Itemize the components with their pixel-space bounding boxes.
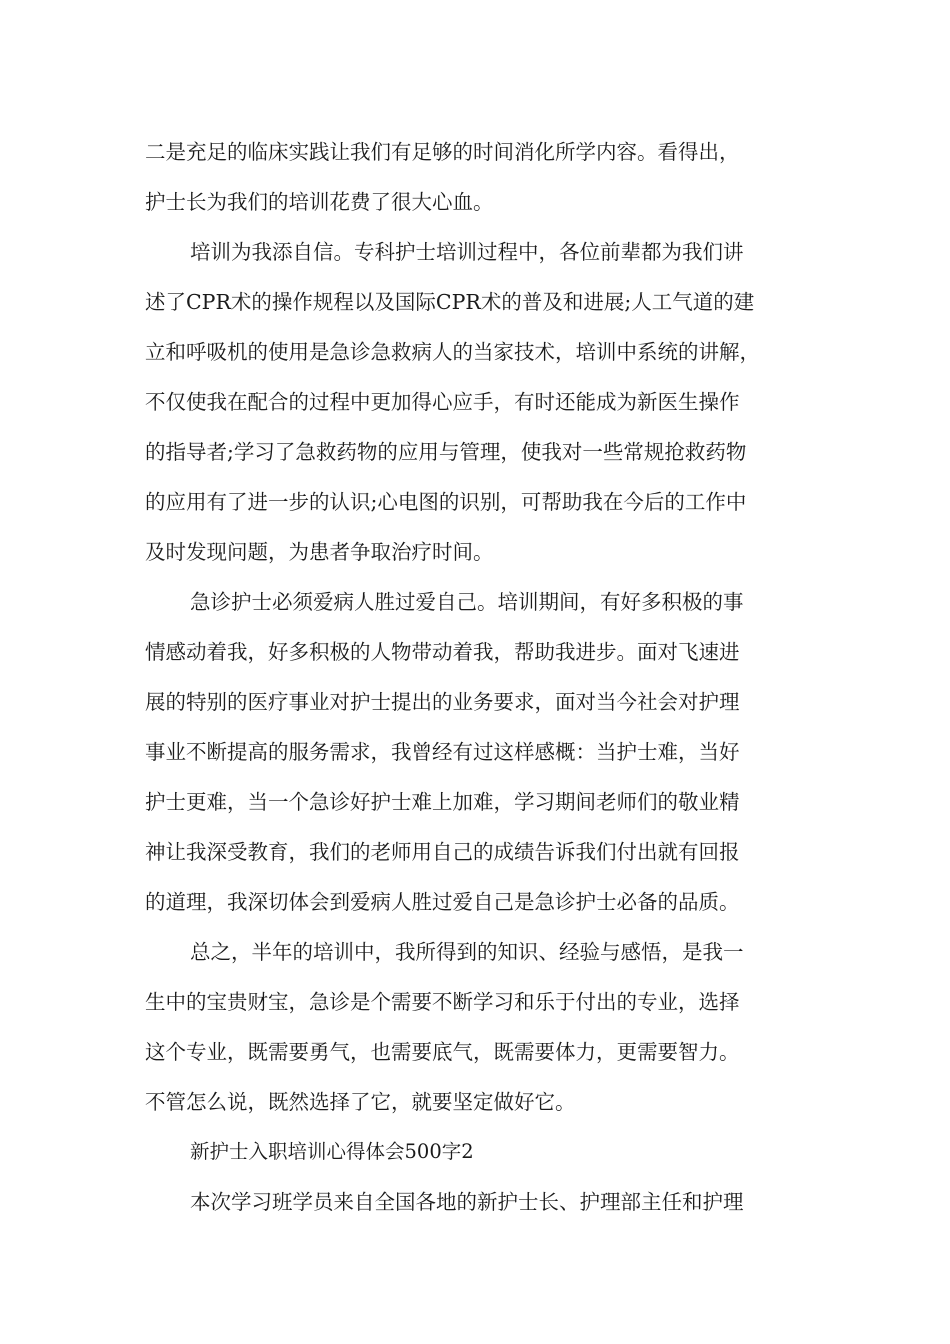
text-line: 的应用有了进一步的认识;心电图的识别，可帮助我在今后的工作中: [145, 490, 747, 514]
text-line: 护士长为我们的培训花费了很大心血。: [145, 190, 494, 214]
paragraph-start-line: 培训为我添自信。专科护士培训过程中，各位前辈都为我们讲: [190, 240, 744, 264]
text-line: 神让我深受教育，我们的老师用自己的成绩告诉我们付出就有回报: [145, 840, 740, 864]
text-line: 述了CPR术的操作规程以及国际CPR术的普及和进展;人工气道的建: [145, 290, 755, 314]
text-line: 的指导者;学习了急救药物的应用与管理，使我对一些常规抢救药物: [145, 440, 747, 464]
text-line: 不管怎么说，既然选择了它，就要坚定做好它。: [145, 1090, 576, 1114]
text-line: 这个专业，既需要勇气，也需要底气，既需要体力，更需要智力。: [145, 1040, 740, 1064]
paragraph-start-line: 本次学习班学员来自全国各地的新护士长、护理部主任和护理: [190, 1190, 744, 1214]
paragraph-start-line: 总之，半年的培训中，我所得到的知识、经验与感悟，是我一: [190, 940, 744, 964]
text-line: 事业不断提高的服务需求，我曾经有过这样感概：当护士难，当好: [145, 740, 740, 764]
text-line: 的道理，我深切体会到爱病人胜过爱自己是急诊护士必备的品质。: [145, 890, 740, 914]
text-line: 情感动着我，好多积极的人物带动着我，帮助我进步。面对飞速进: [145, 640, 740, 664]
text-line: 二是充足的临床实践让我们有足够的时间消化所学内容。看得出，: [145, 140, 740, 164]
section-heading: 新护士入职培训心得体会500字2: [190, 1140, 474, 1163]
text-line: 护士更难，当一个急诊好护士难上加难，学习期间老师们的敬业精: [145, 790, 740, 814]
text-line: 生中的宝贵财宝，急诊是个需要不断学习和乐于付出的专业，选择: [145, 990, 740, 1014]
text-line: 及时发现问题，为患者争取治疗时间。: [145, 540, 494, 564]
paragraph-start-line: 急诊护士必须爱病人胜过爱自己。培训期间，有好多积极的事: [190, 590, 744, 614]
text-line: 立和呼吸机的使用是急诊急救病人的当家技术，培训中系统的讲解，: [145, 340, 760, 364]
text-line: 展的特别的医疗事业对护士提出的业务要求，面对当今社会对护理: [145, 690, 740, 714]
text-line: 不仅使我在配合的过程中更加得心应手，有时还能成为新医生操作: [145, 390, 740, 414]
